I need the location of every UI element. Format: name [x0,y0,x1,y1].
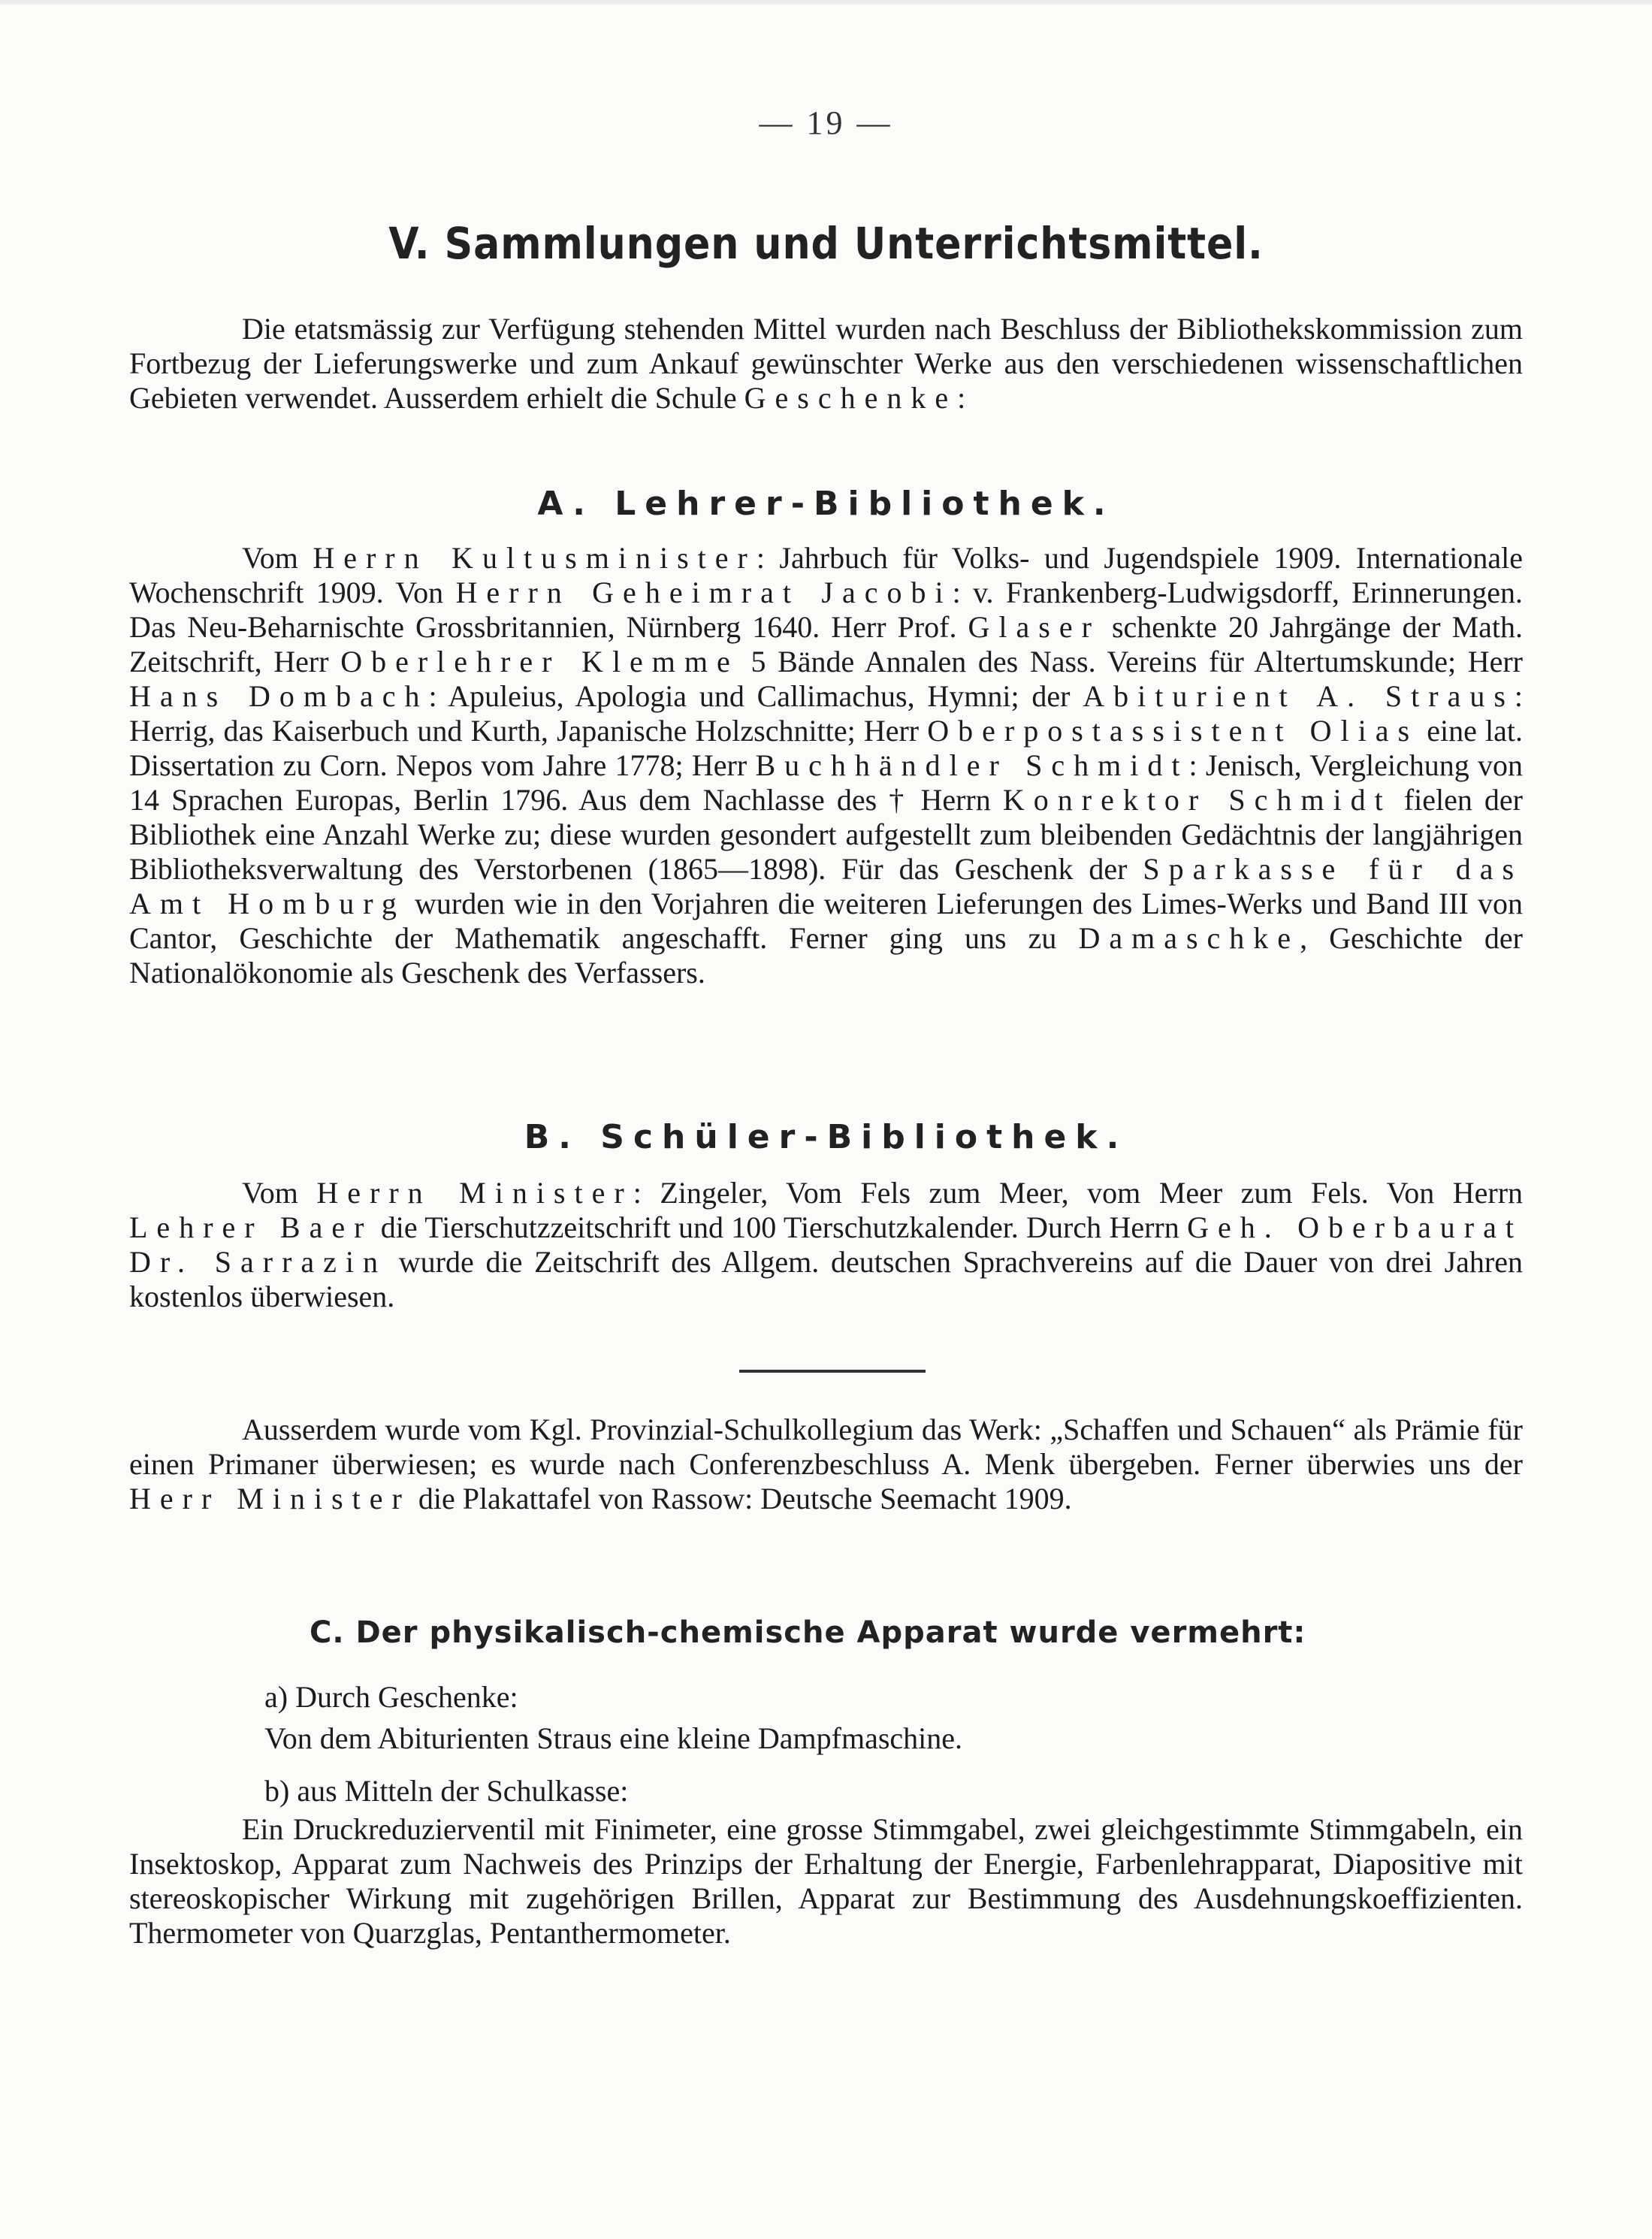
separator-rule [739,1370,926,1373]
apparat-heading: C. Der physikalisch-chemische Apparat wurde vermehrt: [310,1615,1306,1650]
section-heading: V. Sammlungen und Unterrichtsmittel. [388,218,1264,269]
extra-paragraph: Ausserdem wurde vom Kgl. Provinzial-Schulkollegium das Werk: „Schaffen und Schauen“ als Prämie für einen Primaner überwiesen; es wurde nach Conferenzbeschluss A. Menk übergeben. Ferner überwies uns der Herr Minister die Plakattafel von Rassow: Deutsche Seemacht 1909. [129,1413,1523,1515]
schueler-bibliothek-paragraph: Vom Herrn Minister: Zingeler, Vom Fels zum Meer, vom Meer zum Fels. Von Herrn Lehrer Baer die Tierschutzzeitschrift und 100 Tierschutzkalender. Durch Herrn Geh. Oberbaurat Dr. Sarrazin wurde die Zeitschrift des Allgem. deutschen Sprachvereins auf die Dauer von drei Jahren kostenlos überwiesen. [129,1176,1524,1313]
schueler-bibliothek-heading: B. Schüler-Bibliothek. [524,1118,1128,1156]
schulkasse-label: b) aus Mitteln der Schulkasse: [264,1774,629,1808]
schulkasse-paragraph: Ein Druckreduzierventil mit Finimeter, eine grosse Stimmgabel, zwei gleichgestimmte Stimmgabeln, ein Insektoskop, Apparat zum Nachweis des Prinzips der Erhaltung der Energie, Farbenlehrapparat, Diapositive mit stereoskopischer Wirkung mit zugehörigen Brillen, Apparat zur Bestimmung des Ausdehnungskoeffizienten. Thermometer von Quarzglas, Pentanthermometer. [129,1812,1523,1950]
intro-paragraph: Die etatsmässig zur Verfügung stehenden Mittel wurden nach Beschluss der Bibliothekskommission zum Fortbezug der Lieferungswerke und zum Ankauf gewünschter Werke aus den verschiedenen wissenschaftlichen Gebieten verwendet. Ausserdem erhielt die Schule Geschenke: [129,312,1523,415]
page-top-edge [0,0,1652,5]
page-number: — 19 — [759,104,893,141]
geschenke-label: a) Durch Geschenke: [264,1680,518,1714]
geschenke-text: Von dem Abiturienten Straus eine kleine Dampfmaschine. [264,1721,963,1755]
lehrer-bibliothek-heading: A. Lehrer-Bibliothek. [537,485,1115,523]
lehrer-bibliothek-paragraph: Vom Herrn Kultusminister: Jahrbuch für Volks- und Jugendspiele 1909. Internationale Wochenschrift 1909. Von Herrn Geheimrat Jacobi: v. Frankenberg-Ludwigsdorff, Erinnerungen. Das Neu-Beharnischte Grossbritannien, Nürnberg 1640. Herr Prof. Glaser schenkte 20 Jahrgänge der Math. Zeitschrift, Herr Oberlehrer Klemme 5 Bände Annalen des Nass. Vereins für Altertumskunde; Herr Hans Dombach: Apuleius, Apologia und Callimachus, Hymni; der Abiturient A. Straus: Herrig, das Kaiserbuch und Kurth, Japanische Holzschnitte; Herr Oberpostassistent Olias eine lat. Dissertation zu Corn. Nepos vom Jahre 1778; Herr Buchhändler Schmidt: Jenisch, Vergleichung von 14 Sprachen Europas, Berlin 1796. Aus dem Nachlasse des † Herrn Konrektor Schmidt fielen der Bibliothek eine Anzahl Werke zu; diese wurden gesondert aufgestellt zum bleibenden Gedächtnis der langjährigen Bibliotheksverwaltung des Verstorbenen (1865—1898). Für das Geschenk der Sparkasse für das Amt Homburg wurden wie in den Vorjahren die weiteren Lieferungen des Limes-Werks und Band III von Cantor, Geschichte der Mathematik angeschafft. Ferner ging uns zu Damaschke, Geschichte der Nationalökonomie als Geschenk des Verfassers. [129,541,1524,990]
spaced-emphasis: Geschenke [744,381,958,415]
